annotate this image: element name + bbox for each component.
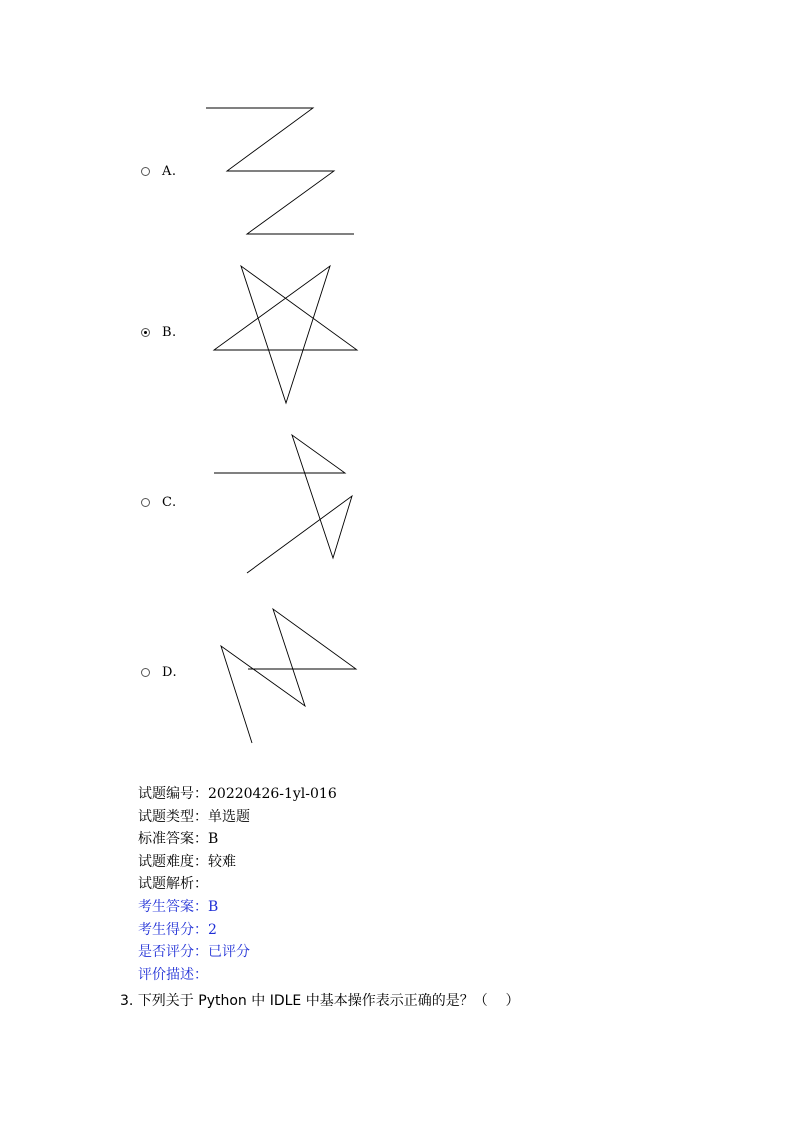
question-3 xyxy=(120,990,520,1010)
option-b-label: B. xyxy=(162,325,177,340)
question-text: 下列关于 Python 中 IDLE 中基本操作表示正确的是？（ ） xyxy=(137,993,520,1009)
info-row-analysis: 试题解析： xyxy=(138,876,208,893)
info-row-score: 考生得分： 2 xyxy=(138,921,217,938)
info-row-id: 试题编号： 20220426-1yl-016 xyxy=(138,786,337,802)
option-a-label: A. xyxy=(162,164,177,179)
info-row-student-answer: 考生答案： B xyxy=(138,898,219,915)
info-row-graded: 是否评分： 已评分 xyxy=(138,944,250,961)
info-row-answer: 标准答案： B xyxy=(138,831,219,848)
info-row-comment: 评价描述： xyxy=(138,966,208,983)
info-row-type: 试题类型： 单选题 xyxy=(138,808,250,825)
option-d-label: D. xyxy=(162,665,178,680)
question-number: 3. xyxy=(120,993,134,1009)
info-row-difficulty: 试题难度： 较难 xyxy=(138,853,236,870)
question-info xyxy=(138,783,337,986)
option-c-label: C. xyxy=(162,495,177,510)
